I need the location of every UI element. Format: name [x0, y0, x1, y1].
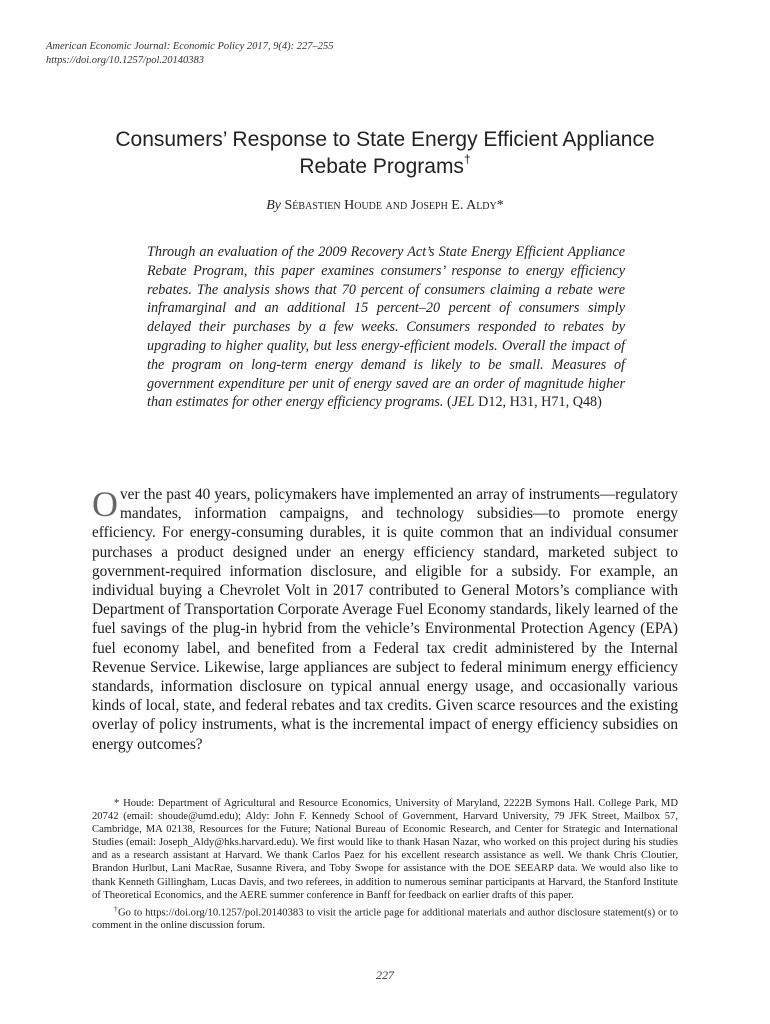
- footnotes: [92, 797, 678, 932]
- jel-open-paren: (: [446, 394, 452, 411]
- footnote-affiliations-text: Houde: Department of Agricultural and Resource Economics, University of Maryland, 2222B Symons Hall. College Park, MD 20742 (email: shoude@umd.edu); Aldy: John F. Kennedy School of Government, Harvard University, 79 JFK Street, Mailbox 57, Cambridge, MA 02138, Resources for the Future; National Bureau of Economic Research, and Center for Strategic and International Studies (email: Joseph_Aldy@hks.harvard.edu). We first would like to thank Hasan Nazar, who worked on this project during his studies and as a research assistant at Harvard. We thank Carlos Paez for his excellent research assistance as well. We thank Chris Cloutier, Brandon Hurlbut, Lani MacRae, Susanne Rivera, and Toby Swope for assistance with the DOE SEEARP data. We would also like to thank Kenneth Gillingham, Lucas Davis, and two referees, in addition to numerous seminar participants at Harvard, the Stanford Institute of Theoretical Economics, and the AERE summer conference in Banff for feedback on earlier drafts of this paper.: [92, 798, 678, 901]
- footnote-article-link: [92, 902, 678, 933]
- body-text: ver the past 40 years, policymakers have implemented an array of instruments—regulatory mandates, information campaigns, and technology subsidies—to promote energy efficiency. For energy-consuming durables, it is quite common that an individual consumer purchases a product designed under an energy efficiency standard, marketed subject to government-required information disclosure, and eligible for a subsidy. For example, an individual buying a Chevrolet Volt in 2017 contributed to General Motors’s compliance with Department of Transportation Corporate Average Fuel Economy standards, likely learned of the fuel savings of the plug-in hybrid from the vehicle’s Environmental Protection Agency (EPA) fuel economy label, and benefited from a Federal tax credit administered by the Internal Revenue Service. Likewise, large appliances are subject to federal minimum energy efficiency standards, information disclosure on typical annual energy usage, and occasionally various kinds of local, state, and federal rebates and tax credits. Given scarce resources and the existing overlay of policy instruments, what is the incremental impact of energy efficiency subsidies on energy outcomes?: [92, 486, 678, 753]
- journal-citation: American Economic Journal: Economic Policy 2017, 9(4): 227–255: [46, 41, 334, 52]
- jel-code-list: D12, H31, H71, Q48): [474, 394, 602, 411]
- footnote-affiliations: [92, 797, 678, 902]
- journal-header: [46, 40, 546, 68]
- author-footnote-marker[interactable]: *: [496, 198, 504, 213]
- jel-label: JEL: [451, 394, 475, 411]
- title-line-1: Consumers’ Response to State Energy Efficient Appliance: [115, 128, 655, 151]
- footnote-marker-dagger: †: [114, 903, 119, 913]
- drop-cap: O: [92, 484, 118, 524]
- title-line-2: [60, 153, 710, 180]
- doi-link[interactable]: https://doi.org/10.1257/pol.20140383: [46, 55, 204, 66]
- footnote-marker-star: *: [114, 798, 120, 809]
- page-number: 227: [376, 968, 394, 982]
- title-line-2-text: Rebate Programs: [299, 155, 464, 178]
- author-byline: [60, 198, 710, 214]
- abstract: [147, 243, 625, 412]
- body-paragraph: [92, 485, 678, 754]
- footnote-article-link-text[interactable]: Go to https://doi.org/10.1257/pol.20140383 to visit the article page for additional materials and author disclosure statement(s) or to comment in the online discussion forum.: [92, 907, 679, 932]
- paper-title: [60, 126, 710, 180]
- author-names: Sébastien Houde and Joseph E. Aldy: [284, 198, 497, 213]
- abstract-text: Through an evaluation of the 2009 Recovery Act’s State Energy Efficient Appliance Rebate Program, this paper examines consumers’ response to energy efficiency rebates. The analysis shows that 70 percent of consumers claiming a rebate were inframarginal and an additional 15 percent–20 percent of consumers simply delayed their purchases by a few weeks. Consumers responded to rebates by upgrading to higher quality, but less energy-efficient models. Overall the impact of the program on long-term energy demand is likely to be small. Measures of government expenditure per unit of energy saved are an order of magnitude higher than estimates for other energy efficiency programs.: [147, 244, 625, 411]
- jel-codes: [447, 394, 602, 410]
- title-footnote-marker[interactable]: †: [463, 152, 471, 166]
- byline-by: By: [266, 198, 282, 213]
